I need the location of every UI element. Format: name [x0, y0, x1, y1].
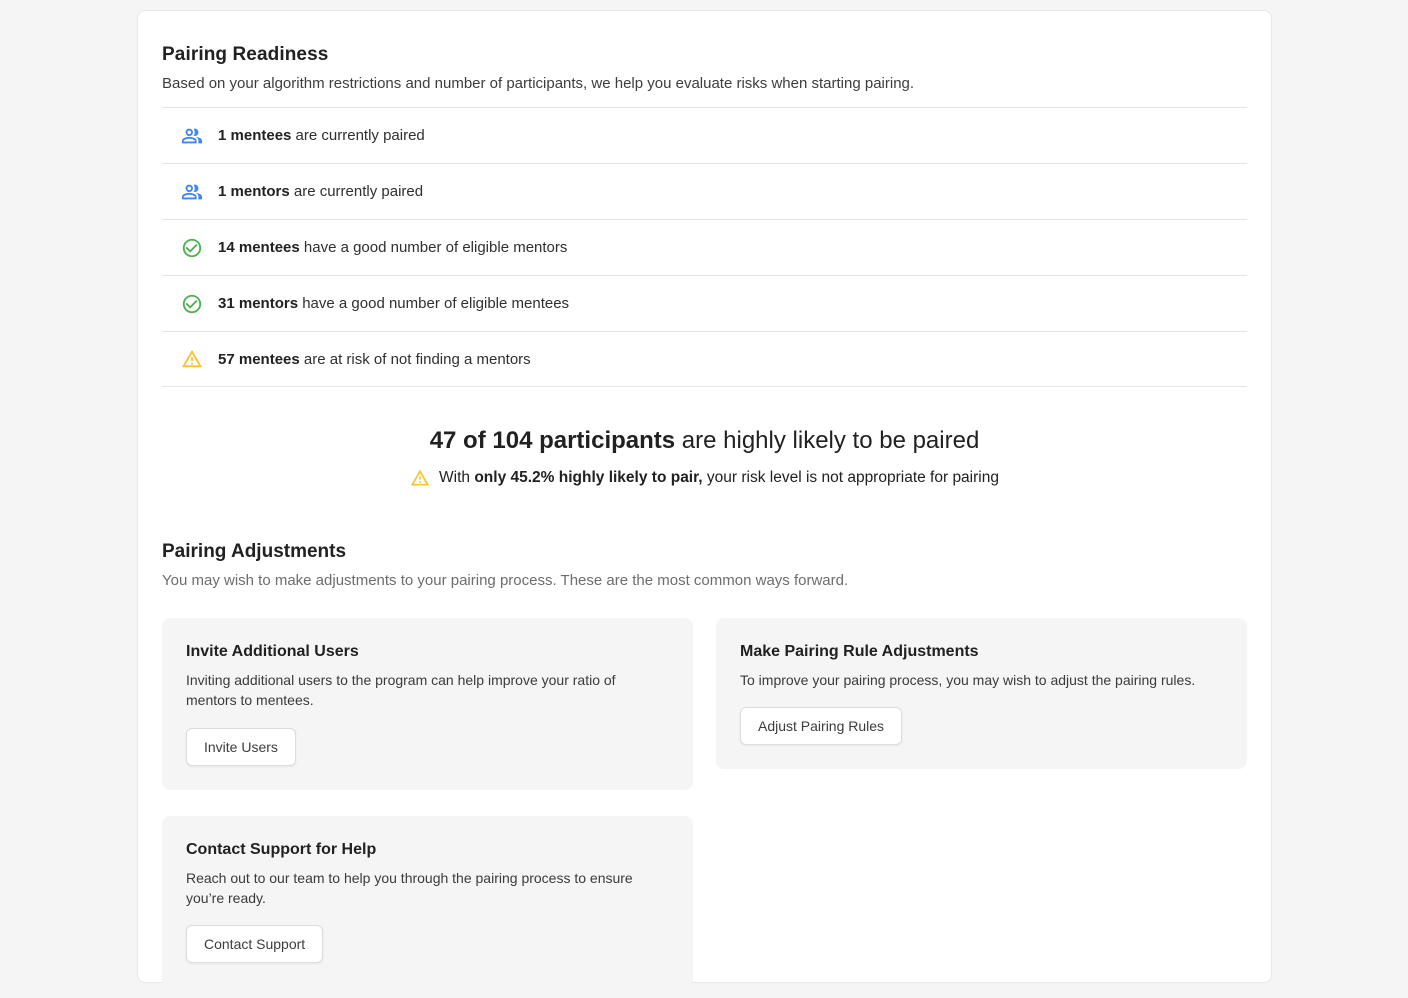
readiness-row-text: 1 mentees are currently paired [218, 127, 425, 144]
check-circle-icon [181, 237, 203, 259]
summary-headline: 47 of 104 participants are highly likely to be paired [429, 427, 980, 454]
pairing-readiness-panel [137, 10, 1272, 983]
pairing-summary [162, 427, 1247, 493]
card-title: Contact Support for Help [186, 840, 377, 858]
readiness-row-text: 31 mentors have a good number of eligible mentees [218, 295, 570, 312]
card-title: Invite Additional Users [186, 643, 359, 660]
people-icon [181, 181, 203, 203]
warning-icon [181, 348, 203, 370]
readiness-row-mentees-paired [162, 107, 1247, 163]
check-circle-icon [181, 293, 203, 315]
adjustments-title: Pairing Adjustments [162, 541, 347, 562]
readiness-row-mentors-paired [162, 163, 1247, 219]
invite-users-button[interactable]: Invite Users [186, 728, 296, 766]
contact-support-button[interactable]: Contact Support [186, 925, 323, 963]
page-subtitle: Based on your algorithm restrictions and number of participants, we help you evaluate risks when starting pairing. [162, 75, 915, 92]
readiness-row-text: 57 mentees are at risk of not finding a mentors [218, 350, 531, 368]
card-description: Reach out to our team to help you through the pairing process to ensure you’re ready. [186, 869, 633, 906]
page-title: Pairing Readiness [162, 44, 329, 65]
warning-icon [410, 468, 430, 488]
risk-statement-text: With only 45.2% highly likely to pair, your risk level is not appropriate for pairing [439, 469, 999, 486]
readiness-list [162, 107, 1247, 387]
card-description: Inviting additional users to the program can help improve your ratio of mentors to mentees. [186, 672, 616, 709]
pairing-rules-card [716, 618, 1247, 769]
readiness-row-mentors-eligible [162, 275, 1247, 331]
readiness-row-text: 1 mentors are currently paired [218, 183, 424, 200]
readiness-row-text: 14 mentees have a good number of eligible mentors [218, 239, 568, 256]
readiness-row-mentees-at-risk [162, 331, 1247, 387]
card-description: To improve your pairing process, you may wish to adjust the pairing rules. [740, 672, 1196, 688]
adjust-pairing-rules-button[interactable]: Adjust Pairing Rules [740, 707, 902, 745]
pairing-adjustments-header [162, 541, 1247, 589]
readiness-row-mentees-eligible [162, 219, 1247, 275]
people-icon [181, 125, 203, 147]
card-title: Make Pairing Rule Adjustments [740, 643, 979, 660]
adjustments-subtitle: You may wish to make adjustments to your pairing process. These are the most common ways forward. [162, 572, 849, 589]
invite-users-card [162, 618, 693, 790]
risk-statement [410, 468, 999, 488]
adjustment-cards-grid [162, 618, 1247, 987]
contact-support-card [162, 816, 693, 988]
